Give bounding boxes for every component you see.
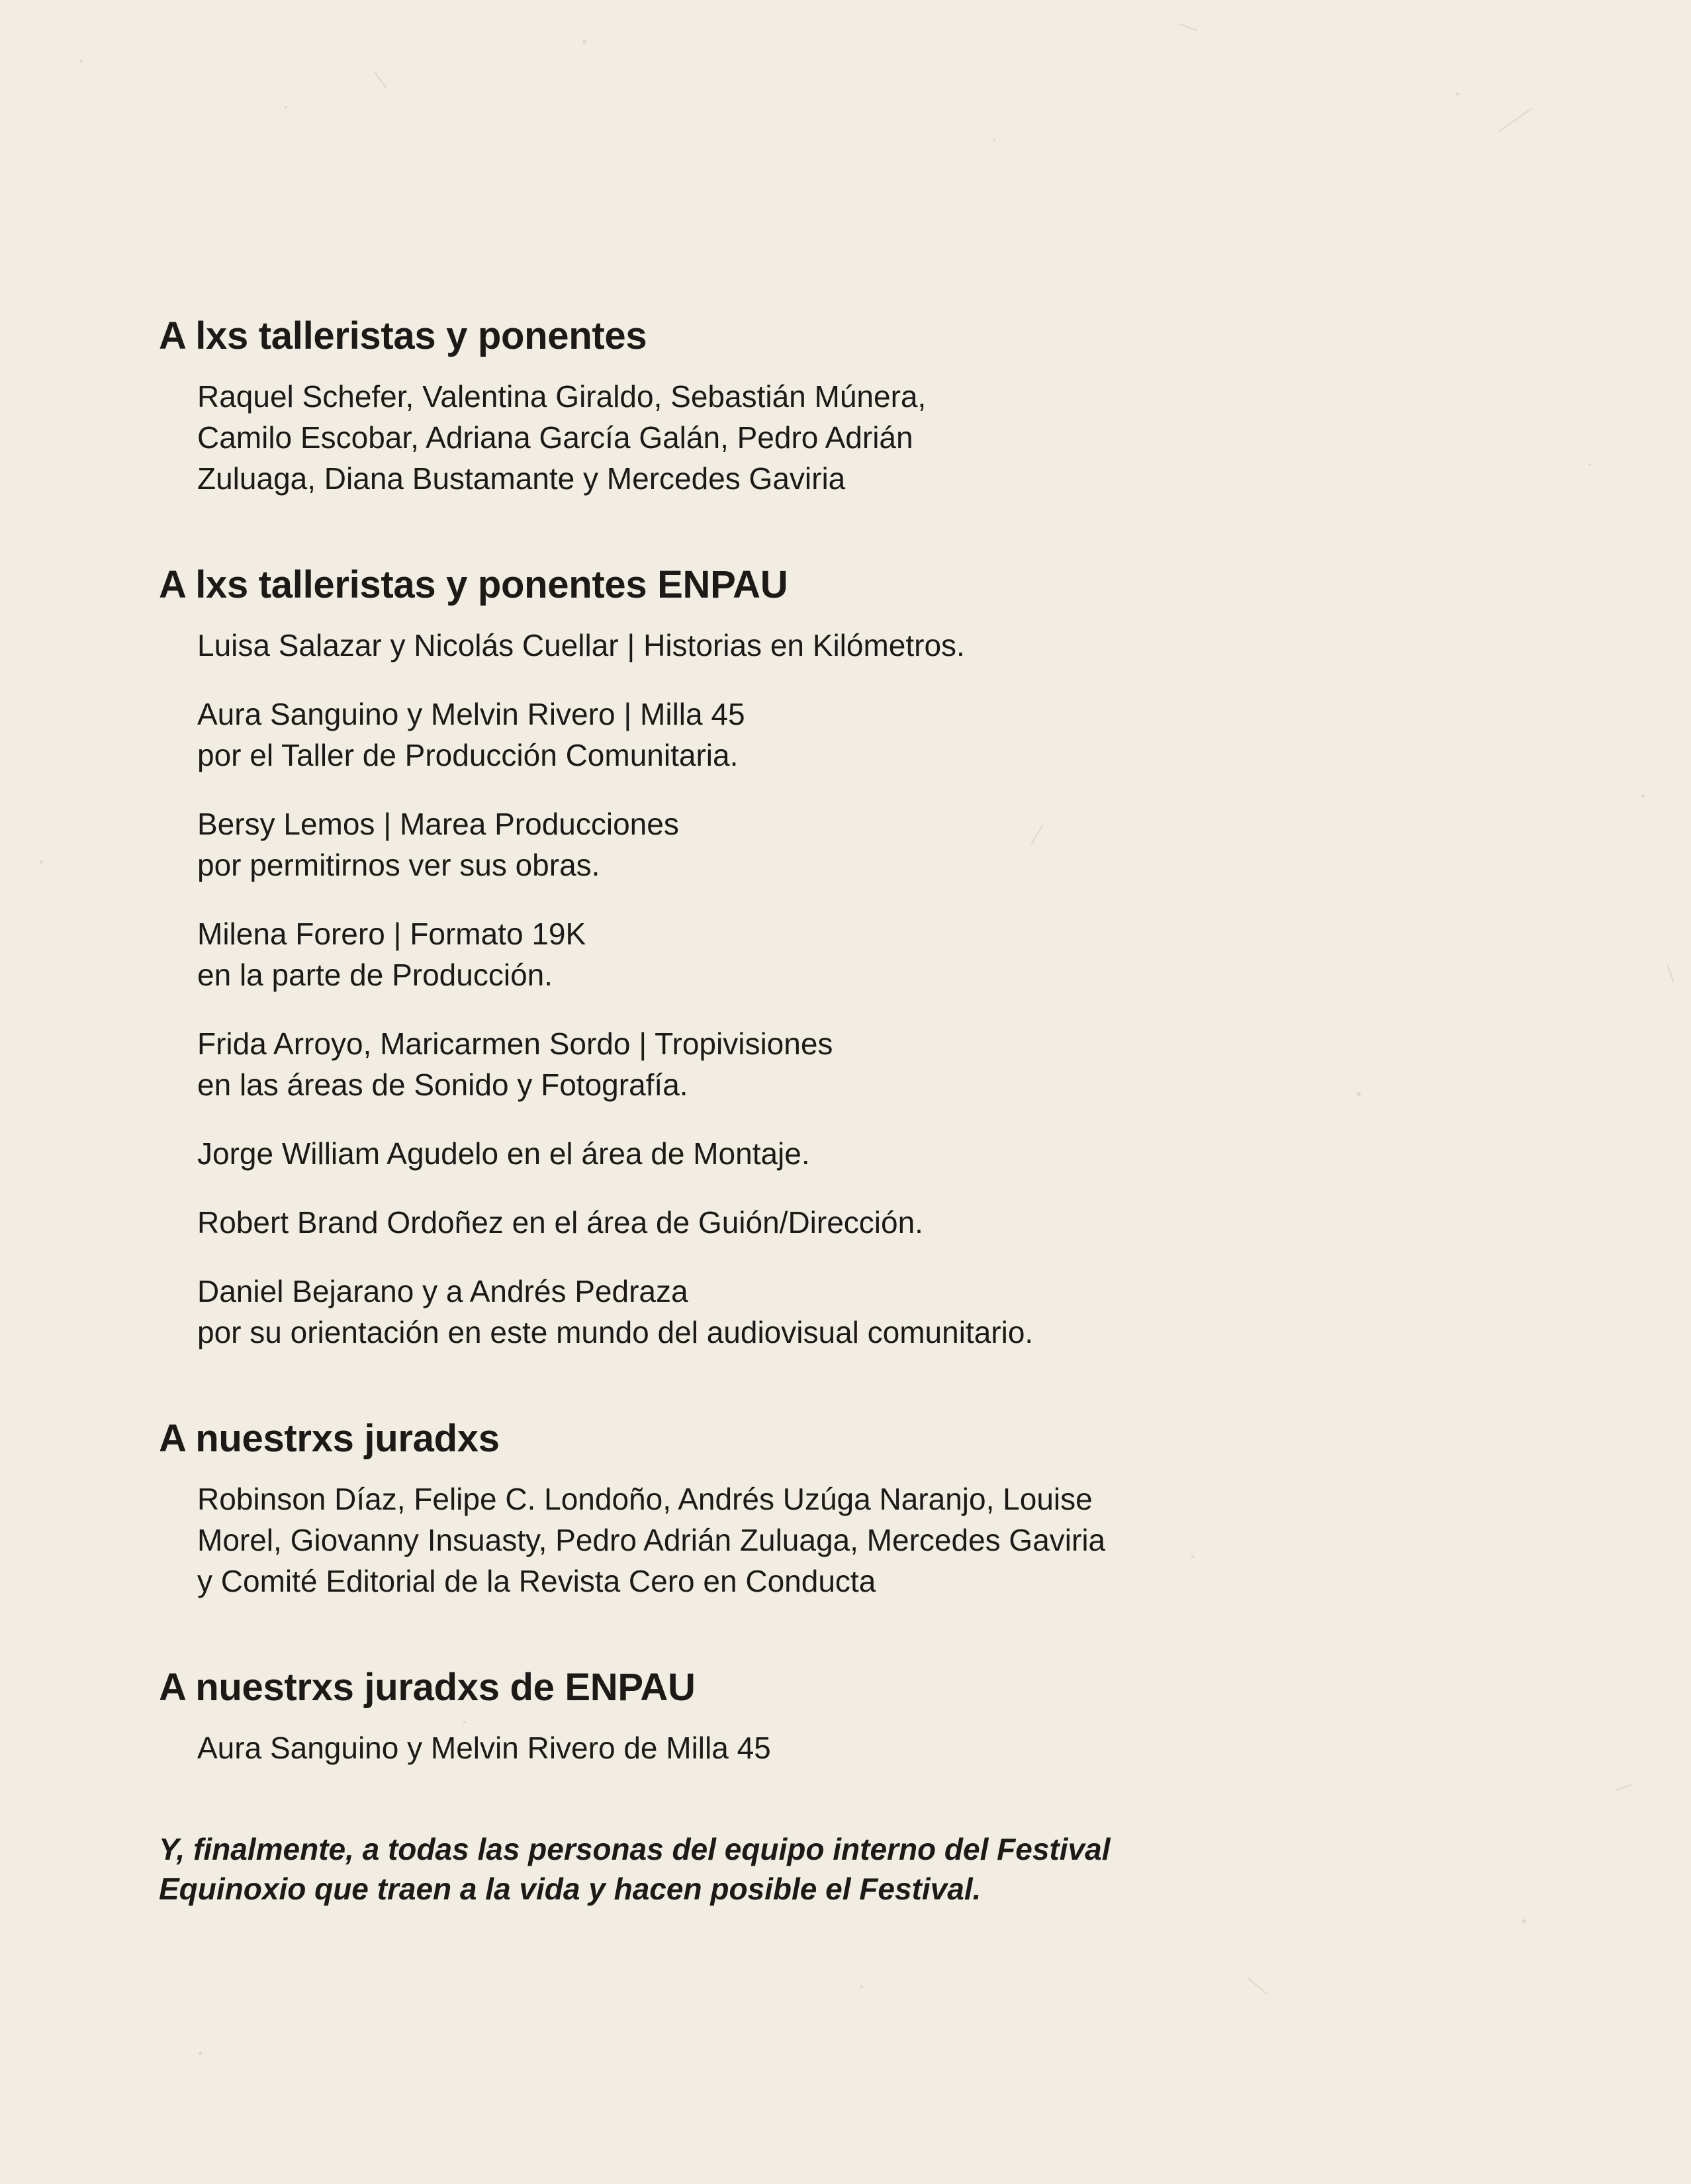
section-talleristas-ponentes xyxy=(159,311,1284,499)
acknowledgements-content xyxy=(159,311,1284,1909)
section-heading: A lxs talleristas y ponentes xyxy=(159,314,647,357)
section-heading: A nuestrxs juradxs de ENPAU xyxy=(159,1666,696,1709)
list-item: Bersy Lemos | Marea Producciones por permitirnos ver sus obras. xyxy=(197,807,679,882)
list-item: Milena Forero | Formato 19K en la parte de Producción. xyxy=(197,917,586,992)
list-item: Aura Sanguino y Melvin Rivero | Milla 45 por el Taller de Producción Comunitaria. xyxy=(197,697,745,772)
list-item: Daniel Bejarano y a Andrés Pedraza por su orientación en este mundo del audiovisual comunitario. xyxy=(197,1274,1034,1349)
section-text: Aura Sanguino y Melvin Rivero de Milla 45 xyxy=(197,1731,771,1765)
section-juradxs xyxy=(159,1414,1284,1602)
section-text: Raquel Schefer, Valentina Giraldo, Sebastián Múnera, Camilo Escobar, Adriana García Galán, Pedro Adrián Zuluaga, Diana Bustamante y Mercedes Gaviria xyxy=(197,379,927,496)
entry-list xyxy=(159,625,1284,1353)
section-juradxs-enpau xyxy=(159,1662,1284,1768)
section-heading: A nuestrxs juradxs xyxy=(159,1417,500,1460)
section-text: Robinson Díaz, Felipe C. Londoño, Andrés Uzúga Naranjo, Louise Morel, Giovanny Insuasty, Pedro Adrián Zuluaga, Mercedes Gaviria y Comité Editorial de la Revista Cero en Conducta xyxy=(197,1482,1106,1598)
list-item: Jorge William Agudelo en el área de Montaje. xyxy=(197,1136,810,1171)
section-heading: A lxs talleristas y ponentes ENPAU xyxy=(159,563,788,606)
list-item: Luisa Salazar y Nicolás Cuellar | Historias en Kilómetros. xyxy=(197,628,965,662)
section-talleristas-ponentes-enpau xyxy=(159,560,1284,1353)
list-item: Frida Arroyo, Maricarmen Sordo | Tropivisiones en las áreas de Sonido y Fotografía. xyxy=(197,1026,833,1102)
list-item: Robert Brand Ordoñez en el área de Guión/Dirección. xyxy=(197,1205,923,1240)
closing-note: Y, finalmente, a todas las personas del equipo interno del Festival Equinoxio que traen a la vida y hacen posible el Festival. xyxy=(159,1832,1111,1906)
